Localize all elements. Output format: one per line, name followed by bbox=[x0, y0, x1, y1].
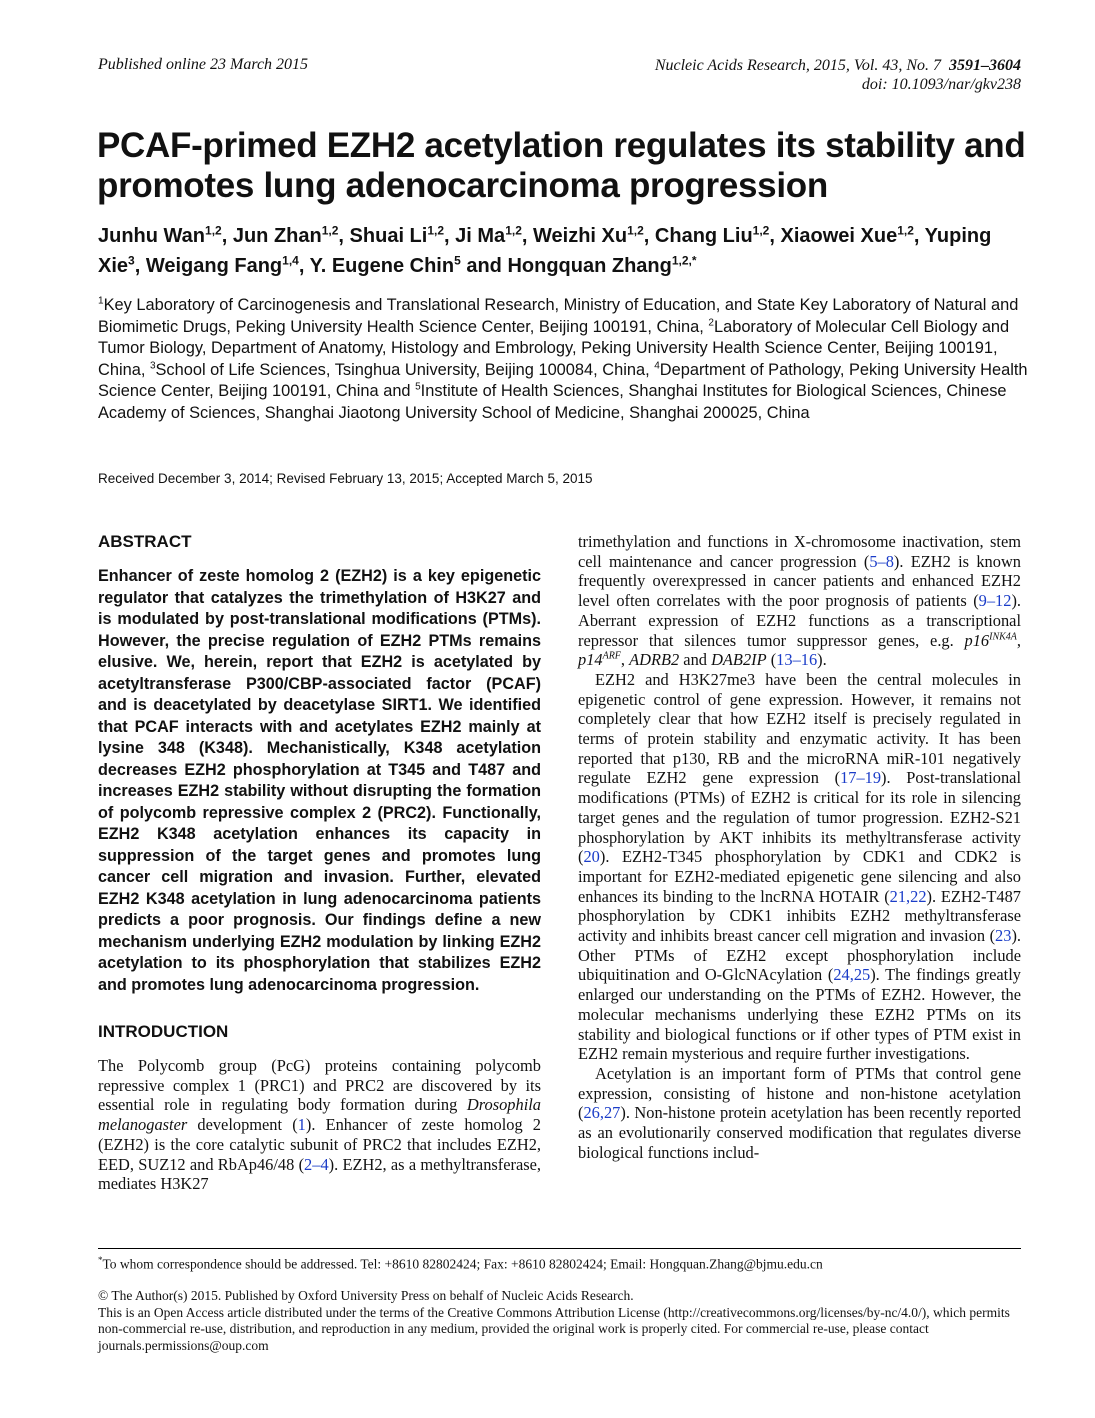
author-affiliation-marker: 1,2 bbox=[897, 223, 914, 238]
journal-header bbox=[655, 56, 1021, 94]
paragraph: Acetylation is an important form of PTMs that control gene expression, consisting of histone and non-histone acetylation (26,27). Non-histone protein acetylation has been recently reported as an evolutionarily conserved modification that regulates diverse biological functions includ- bbox=[578, 1063, 1021, 1162]
affiliation-marker: 5 bbox=[415, 381, 421, 393]
copyright-notice bbox=[98, 1288, 1021, 1354]
affiliations bbox=[98, 295, 1033, 424]
intro-paragraph: The Polycomb group (PcG) proteins containing polycomb repressive complex 1 (PRC1) and PRC2 are discovered by its essential role in regulating body formation during Drosophila melanogaster development (1). Enhancer of zeste homolog 2 (EZH2) is the core catalytic subunit of PRC2 that includes EZH2, EED, SUZ12 and RbAp46/48 (2–4). EZH2, as a methyltransferase, mediates H3K27 bbox=[98, 1056, 541, 1194]
reference-link[interactable]: 5–8 bbox=[869, 551, 894, 571]
gene-name: ADRB2 bbox=[629, 650, 680, 670]
reference-link[interactable]: 9–12 bbox=[978, 591, 1012, 611]
article-title: PCAF-primed EZH2 acetylation regulates its stability and promotes lung adenocarcinoma progression bbox=[97, 126, 1026, 205]
author-name: Hongquan Zhang bbox=[507, 255, 672, 277]
correspondence-footnote: *To whom correspondence should be addressed. Tel: +8610 82802424; Fax: +8610 82802424; Email: Hongquan.Zhang@bjmu.edu.cn bbox=[98, 1255, 823, 1272]
license-text: This is an Open Access article distributed under the terms of the Creative Commons Attribution License (http://creativecommons.org/licenses/by-nc/4.0/), which permits non-commercial re-use, distribution, and reproduction in any medium, provided the original work is properly cited. For commercial re-use, please contact journals.permissions@oup.com bbox=[98, 1304, 1010, 1353]
left-column bbox=[98, 532, 541, 1194]
author-affiliation-marker: 1,2 bbox=[321, 223, 339, 238]
author-name: Yuping Xie bbox=[98, 225, 992, 277]
author-name: Weigang Fang bbox=[145, 255, 283, 277]
author-affiliation-marker: 5 bbox=[454, 253, 461, 268]
copyright-line: © The Author(s) 2015. Published by Oxford University Press on behalf of Nucleic Acids Research. bbox=[98, 1288, 634, 1303]
author-name: Weizhi Xu bbox=[533, 225, 628, 247]
affiliation-marker: 1 bbox=[98, 295, 104, 307]
author-affiliation-marker: 1,2 bbox=[205, 223, 222, 238]
author-affiliation-marker: 3 bbox=[128, 253, 135, 268]
reference-link[interactable]: 23 bbox=[995, 926, 1012, 946]
gene-name: p14 bbox=[578, 650, 603, 670]
author-affiliation-marker: 1,4 bbox=[282, 253, 299, 268]
introduction-heading: INTRODUCTION bbox=[98, 1022, 229, 1041]
affiliation-text: Department of Pathology, Peking University Health Science Center, Beijing 100191, China and bbox=[98, 360, 1028, 400]
author-affiliation-marker: 1,2 bbox=[627, 223, 644, 238]
author-affiliation-marker: 1,2 bbox=[752, 223, 770, 238]
author-name: Shuai Li bbox=[349, 225, 428, 247]
affiliation-marker: 2 bbox=[708, 317, 714, 329]
received-dates: Received December 3, 2014; Revised February 13, 2015; Accepted March 5, 2015 bbox=[98, 471, 593, 486]
gene-name: p16 bbox=[964, 630, 990, 650]
reference-link[interactable]: 2–4 bbox=[304, 1154, 329, 1174]
author-name: Chang Liu bbox=[654, 225, 753, 247]
affiliation-text: Key Laboratory of Carcinogenesis and Translational Research, Ministry of Education, and State Key Laboratory of Natural and Biomimetic Drugs, Peking University Health Science Center, Beijing 100191, China, bbox=[98, 296, 1019, 336]
reference-link[interactable]: 13–16 bbox=[776, 650, 818, 670]
footer-divider bbox=[98, 1248, 1021, 1249]
gene-name: DAB2IP bbox=[711, 650, 767, 670]
reference-link[interactable]: 20 bbox=[583, 847, 600, 867]
affiliation-text: Laboratory of Molecular Cell Biology and Tumor Biology, Department of Anatomy, Histology and Embrology, Peking University Health Science Center, Beijing 100191, China, bbox=[98, 317, 1010, 379]
right-column bbox=[578, 532, 1021, 1163]
affiliation-marker: 3 bbox=[149, 360, 156, 372]
abstract-text: Enhancer of zeste homolog 2 (EZH2) is a key epigenetic regulator that catalyzes the trimethylation of H3K27 and is modulated by post-translational modifications (PTMs). However, the precise regulation of EZH2 PTMs remains elusive. We, herein, report that EZH2 is acetylated by acetyltransferase P300/CBP-associated factor (PCAF) and is deacetylated by deacetylase SIRT1. We identified that PCAF interacts with and acetylates EZH2 mainly at lysine 348 (K348). Mechanistically, K348 acetylation decreases EZH2 phosphorylation at T345 and T487 and increases EZH2 stability without disrupting the formation of polycomb repressive complex 2 (PRC2). Functionally, EZH2 K348 acetylation enhances its capacity in suppression of the target genes and promotes lung cancer cell migration and invasion. Further, elevated EZH2 K348 acetylation in lung adenocarcinoma patients predicts a poor prognosis. Our findings define a new mechanism underlying EZH2 modulation by linking EZH2 acetylation to its phosphorylation that stabilizes EZH2 and promotes lung adenocarcinoma progression. bbox=[98, 567, 541, 994]
paragraph-continuation: trimethylation and functions in X-chromosome inactivation, stem cell maintenance and cancer progression (5–8). EZH2 is known frequently overexpressed in cancer patients and enhanced EZH2 level often correlates with the poor prognosis of patients (9–12). Aberrant expression of EZH2 functions as a transcriptional repressor that silences tumor suppressor genes, e.g. $p16^{INK4A}$, $p14^{ARF}$, ADRB2 and DAB2IP (13–16). bbox=[578, 532, 1021, 670]
affiliation-text: School of Life Sciences, Tsinghua University, Beijing 100084, China, bbox=[155, 360, 655, 379]
species-name: Drosophila melanogaster bbox=[98, 1095, 541, 1135]
gene-superscript: ARF bbox=[602, 650, 621, 662]
author-name: Junhu Wan bbox=[98, 225, 206, 247]
affiliation-text: Institute of Health Sciences, Shanghai Institutes for Biological Sciences, Chinese Academy of Sciences, Shanghai Jiaotong University School of Medicine, Shanghai 200025, China bbox=[98, 382, 1007, 422]
published-date: Published online 23 March 2015 bbox=[98, 56, 309, 73]
footnote-mark: * bbox=[98, 1255, 103, 1265]
page-range: 3591–3604 bbox=[949, 57, 1021, 74]
author-name: Ji Ma bbox=[455, 225, 506, 247]
doi: doi: 10.1093/nar/gkv238 bbox=[861, 76, 1021, 93]
author-affiliation-marker: 1,2 bbox=[427, 223, 445, 238]
reference-link[interactable]: 24,25 bbox=[833, 965, 871, 985]
abstract-heading: ABSTRACT bbox=[98, 532, 192, 551]
reference-link[interactable]: 26,27 bbox=[583, 1103, 621, 1123]
author-name: Xiaowei Xue bbox=[780, 225, 898, 247]
author-name: Y. Eugene Chin bbox=[309, 255, 455, 277]
author-list: Junhu Wan$^{1,2}$, Jun Zhan$^{1,2}$, Shuai Li$^{1,2}$, Ji Ma$^{1,2}$, Weizhi Xu$^{1,2}$, Chang Liu$^{1,2}$, Xiaowei Xue$^{1,2}$, Yuping Xie$^3$, Weigang Fang$^{1,4}$, Y. Eugene Chin$^5$ and Hongquan Zhang$^{1,2,*}$ bbox=[98, 223, 992, 277]
affiliation-marker: 4 bbox=[654, 360, 660, 372]
reference-link[interactable]: 1 bbox=[297, 1115, 306, 1135]
reference-link[interactable]: 17–19 bbox=[840, 768, 882, 788]
reference-link[interactable]: 21,22 bbox=[889, 886, 927, 906]
journal-citation: Nucleic Acids Research, 2015, Vol. 43, No. 7 bbox=[654, 57, 941, 74]
paragraph: EZH2 and H3K27me3 have been the central molecules in epigenetic control of gene expression. However, it remains not completely clear that how EZH2 itself is precisely regulated in terms of protein stability and enzymatic activity. It has been reported that p130, RB and the microRNA miR-101 negatively regulate EZH2 gene expression (17–19). Post-translational modifications (PTMs) of EZH2 is critical for its role in silencing target genes and the regulation of tumor progression. EZH2-S21 phosphorylation by AKT inhibits its methyltransferase activity (20). EZH2-T345 phosphorylation by CDK1 and CDK2 is important for EZH2-mediated epigenetic gene silencing and also enhances its binding to the lncRNA HOTAIR (21,22). EZH2-T487 phosphorylation by CDK1 inhibits EZH2 methyltransferase activity and inhibits breast cancer cell migration and invasion (23). Other PTMs of EZH2 except phosphorylation include ubiquitination and O-GlcNAcylation (24,25). The findings greatly enlarged our understanding on the PTMs of EZH2. However, the molecular mechanisms underlying these EZH2 PTMs on its stability and biological functions or if other types of PTM exist in EZH2 remain mysterious and require further investigations. bbox=[578, 669, 1022, 1064]
author-name: Jun Zhan bbox=[232, 225, 322, 247]
author-affiliation-marker: 1,2 bbox=[505, 223, 522, 238]
author-affiliation-marker: 1,2,* bbox=[671, 253, 697, 268]
gene-superscript: INK4A bbox=[989, 631, 1017, 643]
